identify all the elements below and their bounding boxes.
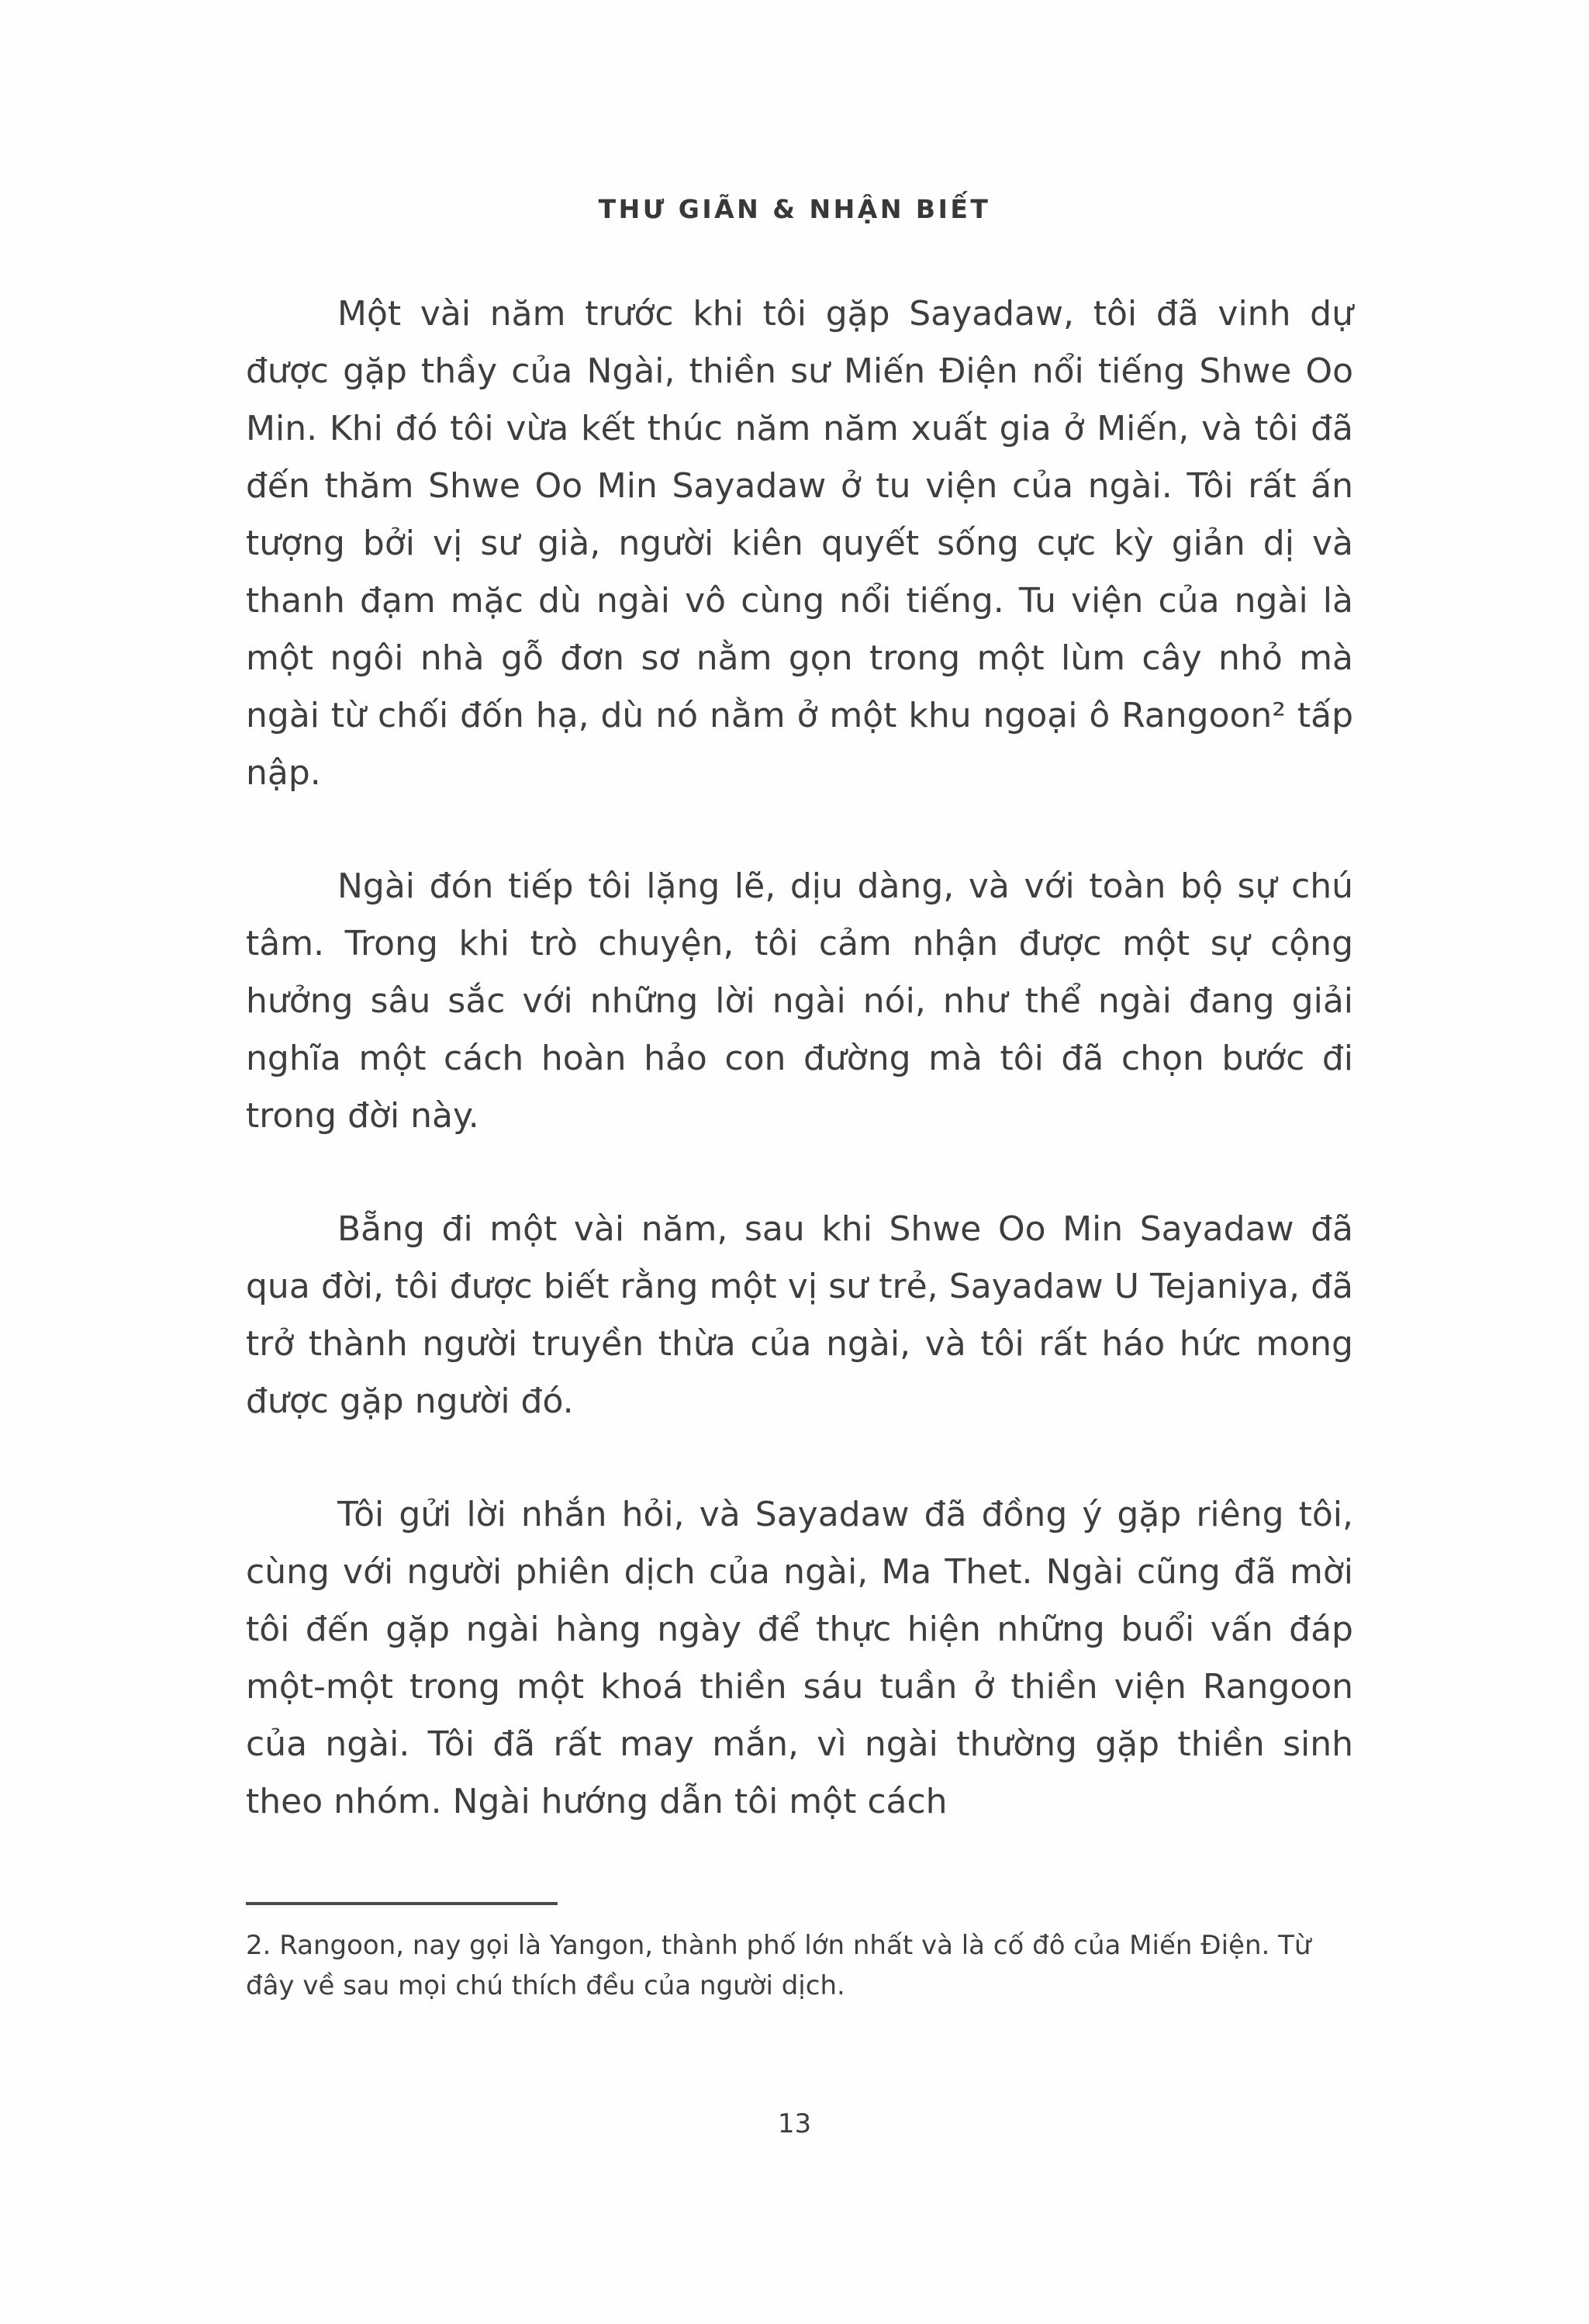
running-header: THƯ GIÃN & NHẬN BIẾT	[598, 194, 991, 224]
page-body	[246, 285, 1353, 1887]
footnote-text: 2. Rangoon, nay gọi là Yangon, thành phố lớn nhất và là cố đô của Miến Điện. Từ đây về sau mọi chú thích đều của người dịch.	[246, 1930, 1311, 2001]
paragraph-3: Bẵng đi một vài năm, sau khi Shwe Oo Min Sayadaw đã qua đời, tôi được biết rằng một vị sư trẻ, Sayadaw U Tejaniya, đã trở thành người truyền thừa của ngài, và tôi rất háo hức mong được gặp người đó.	[246, 1209, 1353, 1421]
footnote-divider	[246, 1902, 558, 1905]
page-number: 13	[777, 2108, 812, 2139]
paragraph-1: Một vài năm trước khi tôi gặp Sayadaw, tôi đã vinh dự được gặp thầy của Ngài, thiền sư Miến Điện nổi tiếng Shwe Oo Min. Khi đó tôi vừa kết thúc năm năm xuất gia ở Miến, và tôi đã đến thăm Shwe Oo Min Sayadaw ở tu viện của ngài. Tôi rất ấn tượng bởi vị sư già, người kiên quyết sống cực kỳ giản dị và thanh đạm mặc dù ngài vô cùng nổi tiếng. Tu viện của ngài là một ngôi nhà gỗ đơn sơ nằm gọn trong một lùm cây nhỏ mà ngài từ chối đốn hạ, dù nó nằm ở một khu ngoại ô Rangoon² tấp nập.	[246, 294, 1353, 793]
footnote-block	[246, 1902, 1353, 2006]
paragraph-2: Ngài đón tiếp tôi lặng lẽ, dịu dàng, và với toàn bộ sự chú tâm. Trong khi trò chuyện, tôi cảm nhận được một sự cộng hưởng sâu sắc với những lời ngài nói, như thể ngài đang giải nghĩa một cách hoàn hảo con đường mà tôi đã chọn bước đi trong đời này.	[246, 866, 1353, 1136]
paragraph-4: Tôi gửi lời nhắn hỏi, và Sayadaw đã đồng ý gặp riêng tôi, cùng với người phiên dịch của ngài, Ma Thet. Ngài cũng đã mời tôi đến gặp ngài hàng ngày để thực hiện những buổi vấn đáp một-một trong một khoá thiền sáu tuần ở thiền viện Rangoon của ngài. Tôi đã rất may mắn, vì ngài thường gặp thiền sinh theo nhóm. Ngài hướng dẫn tôi một cách	[246, 1495, 1353, 1821]
